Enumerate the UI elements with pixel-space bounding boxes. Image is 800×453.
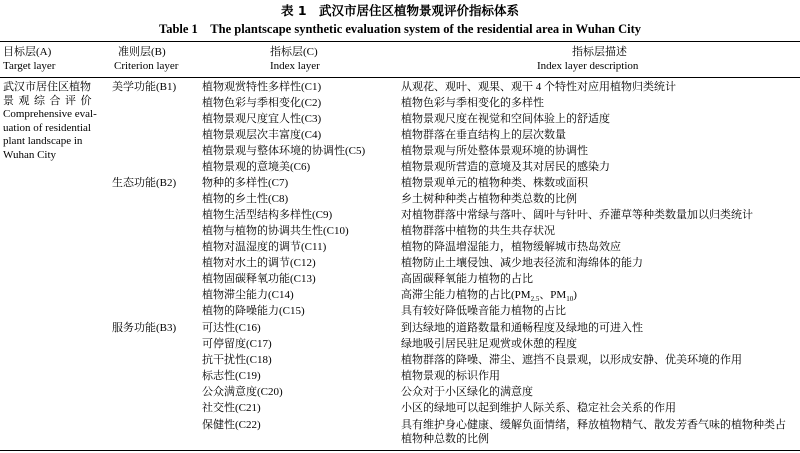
desc-cell: 高固碳释氧能力植物的占比 xyxy=(401,273,533,285)
index-cell: 植物景观与整体环境的协调性(C5) xyxy=(202,145,366,157)
index-cell: 植物景观的意境美(C6) xyxy=(202,161,311,173)
header-index-en: Index layer xyxy=(270,60,320,72)
desc-text: 高滞尘能力植物的占比(PM xyxy=(401,289,531,301)
target-line: Comprehensive eval- xyxy=(3,108,97,120)
desc-cell: 公众对于小区绿化的满意度 xyxy=(401,386,533,398)
index-cell: 可停留度(C17) xyxy=(202,338,272,350)
desc-cell: 植物景观的标识作用 xyxy=(401,370,500,382)
desc-text: 、PM xyxy=(539,289,567,301)
desc-cell: 植物防止土壤侵蚀、减少地表径流和海绵体的能力 xyxy=(401,257,643,269)
desc-subscript: 10 xyxy=(566,295,574,304)
header-target-zh: 目标层(A) xyxy=(3,46,52,58)
header-criterion-en: Criterion layer xyxy=(114,60,179,72)
desc-cell: 植物景观单元的植物种类、株数或面积 xyxy=(401,177,588,189)
table-title-chinese: 表 1 武汉市居住区植物景观评价指标体系 xyxy=(280,3,520,18)
header-index-zh: 指标层(C) xyxy=(270,46,318,58)
desc-cell: 具有较好降低噪音能力植物的占比 xyxy=(401,305,566,317)
desc-cell: 植物色彩与季相变化的多样性 xyxy=(401,97,544,109)
target-line: uation of residential xyxy=(3,121,91,134)
index-cell: 可达性(C16) xyxy=(202,322,261,334)
criterion-b1: 美学功能(B1) xyxy=(112,81,177,93)
desc-cell: 乡土树种种类占植物种类总数的比例 xyxy=(401,193,577,205)
desc-cell: 绿地吸引居民驻足观赏或休憩的程度 xyxy=(401,338,577,350)
target-line: 武汉市居住区植物 xyxy=(3,81,91,93)
header-target-en: Target layer xyxy=(3,60,56,72)
table-top-rule xyxy=(0,41,800,42)
index-cell: 植物滞尘能力(C14) xyxy=(202,289,294,301)
desc-cell: 具有维护身心健康、缓解负面情绪，释放植物精气、散发芳香气味的植物种类占植物种总数的比例 xyxy=(401,419,786,445)
index-cell: 物种的多样性(C7) xyxy=(202,177,289,189)
desc-cell: 到达绿地的道路数量和通畅程度及绿地的可进入性 xyxy=(401,322,643,334)
desc-text: ) xyxy=(573,289,577,301)
index-cell: 社交性(C21) xyxy=(202,402,261,414)
index-cell: 标志性(C19) xyxy=(202,370,261,382)
index-cell: 植物的降噪能力(C15) xyxy=(202,305,305,317)
header-desc-zh: 指标层描述 xyxy=(572,46,627,58)
index-cell: 保健性(C22) xyxy=(202,419,261,431)
index-cell: 植物的乡土性(C8) xyxy=(202,193,289,205)
criterion-b3: 服务功能(B3) xyxy=(112,322,177,334)
desc-cell: 对植物群落中常绿与落叶、阔叶与针叶、乔灌草等种类数量加以归类统计 xyxy=(401,209,753,221)
index-cell: 植物生活型结构多样性(C9) xyxy=(202,209,333,221)
index-cell: 植物对温湿度的调节(C11) xyxy=(202,241,327,253)
desc-cell: 植物的降温增湿能力，植物缓解城市热岛效应 xyxy=(401,241,621,253)
header-desc-en: Index layer description xyxy=(537,60,639,72)
target-layer-cell xyxy=(3,81,106,162)
desc-cell: 植物景观所营造的意境及其对居民的感染力 xyxy=(401,161,610,173)
desc-cell: 植物景观与所处整体景观环境的协调性 xyxy=(401,145,588,157)
target-line: Wuhan City xyxy=(3,148,57,161)
index-cell: 公众满意度(C20) xyxy=(202,386,283,398)
table-bottom-rule xyxy=(0,450,800,451)
desc-cell: 植物群落在垂直结构上的层次数量 xyxy=(401,129,566,141)
index-cell: 植物观赏特性多样性(C1) xyxy=(202,81,322,93)
index-cell: 植物景观尺度宜人性(C3) xyxy=(202,113,322,125)
desc-cell: 植物景观尺度在视觉和空间体验上的舒适度 xyxy=(401,113,610,125)
header-bottom-rule xyxy=(0,77,800,78)
index-cell: 植物色彩与季相变化(C2) xyxy=(202,97,322,109)
criterion-b2: 生态功能(B2) xyxy=(112,177,177,189)
index-cell: 植物与植物的协调共生性(C10) xyxy=(202,225,349,237)
desc-cell: 小区的绿地可以起到维护人际关系、稳定社会关系的作用 xyxy=(401,402,676,414)
index-cell: 植物景观层次丰富度(C4) xyxy=(202,129,322,141)
table-title-english: Table 1 The plantscape synthetic evaluation system of the residential area in Wuhan City xyxy=(159,22,641,36)
desc-cell xyxy=(401,289,577,303)
header-criterion-zh: 准则层(B) xyxy=(118,46,166,58)
desc-cell: 植物群落的降噪、滞尘、遮挡不良景观，以形成安静、优美环境的作用 xyxy=(401,354,742,366)
index-cell: 抗干扰性(C18) xyxy=(202,354,272,366)
desc-subscript: 2.5 xyxy=(530,295,540,304)
target-line: plant landscape in xyxy=(3,135,83,147)
desc-cell: 植物群落中植物的共生共存状况 xyxy=(401,225,555,237)
index-cell: 植物对水土的调节(C12) xyxy=(202,257,316,269)
desc-cell: 从观花、观叶、观果、观干 4 个特性对应用植物归类统计 xyxy=(401,81,676,93)
index-cell: 植物固碳释氧功能(C13) xyxy=(202,273,316,285)
target-line: 景观综合评价 xyxy=(3,94,96,107)
